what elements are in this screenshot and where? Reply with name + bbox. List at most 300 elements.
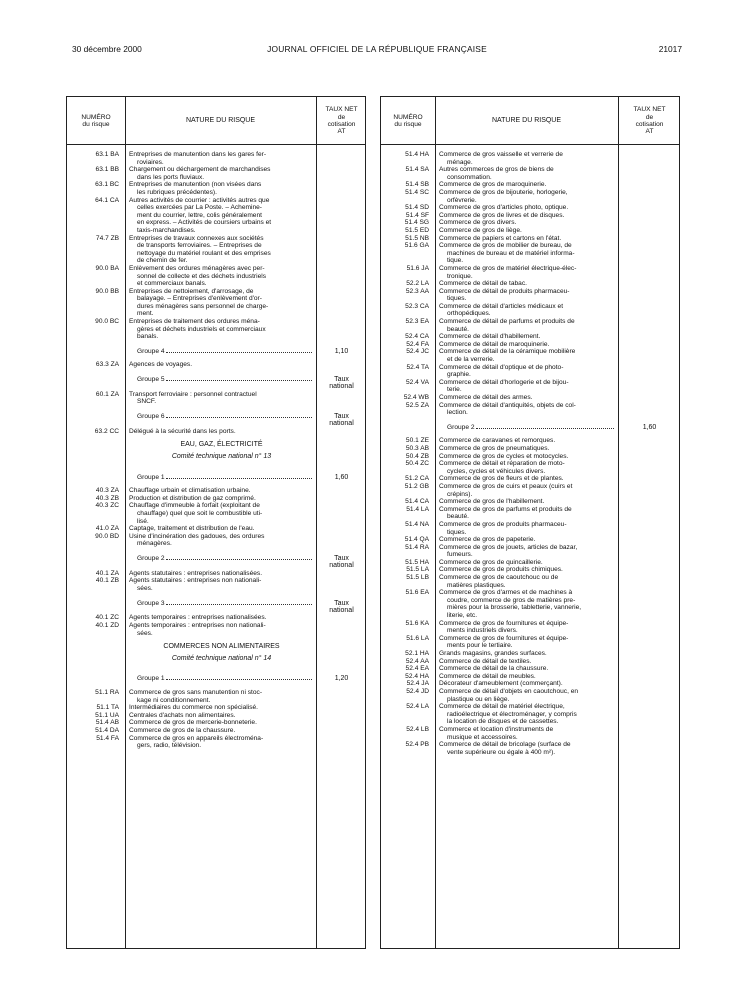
description-line: Commerce de gros de fournitures et équipe- (439, 634, 569, 642)
description-line: gères et déchets industriels et commerciaux (137, 325, 266, 333)
risk-description (125, 428, 316, 436)
rate-cell (316, 341, 367, 362)
rate-cell (618, 333, 681, 341)
risk-code: 51.4 AB (95, 719, 119, 727)
table-row (381, 589, 679, 619)
table-row (381, 559, 679, 567)
description-line: de chemin de fer. (137, 257, 188, 265)
risk-code: 40.1 ZB (95, 577, 119, 585)
risk-code: 52.4 LB (406, 725, 429, 733)
risk-code: 52.1 HA (405, 650, 429, 657)
risk-code: 51.6 KA (405, 619, 429, 627)
risk-description (125, 577, 316, 592)
risk-code: 52.4 VA (406, 378, 429, 386)
group-label: Groupe 6 (137, 413, 165, 421)
table-row (381, 394, 679, 402)
rate-cell (618, 445, 681, 453)
description-line: Enlèvement des ordures ménagères avec per- (129, 264, 265, 272)
description-line: coudre, commerce de gros de matières pre- (447, 596, 576, 604)
description-line: Commerce de gros de maroquinerie. (439, 181, 547, 189)
table-row (381, 437, 679, 445)
description-line: sées. (137, 584, 153, 592)
risk-description (435, 364, 618, 379)
table-row (67, 704, 365, 712)
risk-code: 51.5 LB (406, 574, 429, 582)
risk-description (435, 650, 618, 658)
description-line: Commerce de détail de produits pharmaceu- (439, 287, 570, 295)
risk-code: 50.3 AB (405, 444, 429, 452)
description-line: Production et distribution de gaz comprimé. (129, 494, 256, 502)
table-row (67, 166, 365, 181)
table-row (381, 460, 679, 475)
risk-code: 51.4 SB (405, 181, 429, 189)
risk-code (67, 406, 125, 428)
section-heading (67, 435, 365, 449)
rate-cell (618, 364, 681, 379)
dot-leader (166, 417, 313, 418)
description-line: plastique ou en liège. (447, 695, 510, 703)
table-row (381, 166, 679, 181)
description-line: Chauffage urbain et climatisation urbaine. (129, 487, 251, 495)
description-line: Commerce de détail et réparation de moto- (439, 460, 565, 468)
rate-cell (316, 719, 367, 727)
description-line: Commerce de détail d'articles médicaux et (439, 302, 564, 310)
description-line: tiques. (447, 295, 467, 303)
risk-description (435, 303, 618, 318)
description-line: kage ni conditionnement. (137, 696, 211, 704)
header-nature: NATURE DU RISQUE (491, 117, 562, 125)
risk-code: 51.4 QA (404, 536, 429, 544)
description-line: Commerce de détail de la chaussure. (439, 665, 549, 673)
description-line: Commerce de gros de produits chimiques. (439, 566, 563, 574)
description-line: lisé. (137, 517, 149, 525)
risk-description (125, 495, 316, 503)
risk-description (435, 589, 618, 619)
risk-description (435, 673, 618, 681)
risk-description (435, 437, 618, 445)
rate-cell (618, 460, 681, 475)
risk-code: 41.0 ZA (95, 525, 119, 533)
risk-description (435, 506, 618, 521)
description-line: Commerce de papiers et cartons en l'état. (439, 234, 562, 242)
risk-description (435, 204, 618, 212)
description-line: Commerce de détail des armes. (439, 394, 533, 401)
dot-leader (166, 679, 313, 680)
risk-description (435, 544, 618, 559)
risk-code: 63.1 BC (95, 181, 119, 189)
risk-description (125, 712, 316, 720)
table-row (67, 361, 365, 369)
table-row (381, 364, 679, 379)
table-row (67, 235, 365, 265)
committee-title: Comité technique national n° 13 (171, 453, 272, 461)
group-rate: Taux (334, 599, 349, 607)
rate-cell (618, 506, 681, 521)
table-row (381, 688, 679, 703)
table-row (67, 487, 365, 495)
risk-description (125, 668, 316, 689)
description-line: Commerce de gros de fleurs et de plantes. (439, 475, 564, 483)
risk-code (381, 417, 435, 438)
risk-code: 40.3 ZA (95, 487, 119, 495)
description-line: Chargement ou déchargement de marchandises (129, 166, 271, 174)
group-rate: 1,10 (334, 347, 349, 355)
rate-cell (316, 525, 367, 533)
rate-cell (618, 288, 681, 303)
risk-code (67, 593, 125, 615)
risk-code: 50.1 ZE (405, 437, 429, 445)
description-line: ménagères. (137, 540, 172, 548)
description-line: et de la verrerie. (447, 356, 495, 364)
description-line: Agences de voyages. (129, 361, 193, 369)
rate-cell (618, 498, 681, 506)
committee-heading (67, 449, 365, 467)
rate-cell (618, 417, 681, 438)
description-line: consommation. (447, 173, 492, 181)
risk-description (435, 536, 618, 544)
rate-cell (618, 589, 681, 619)
table-row (381, 348, 679, 363)
risk-code: 90.0 BA (95, 264, 119, 272)
description-line: Agents statutaires : entreprises non nationali- (129, 577, 262, 585)
table-row (67, 735, 365, 750)
rate-cell (618, 341, 681, 349)
description-line: Usine d'incinération des gadoues, des ordures (129, 532, 265, 540)
rate-cell (316, 689, 367, 704)
risk-description (435, 189, 618, 204)
group-rate: 1,60 (642, 423, 657, 431)
table-row (67, 719, 365, 727)
description-line: Commerce de gros sans manutention ni stoc- (129, 688, 263, 696)
risk-code: 52.3 CA (405, 302, 429, 310)
table-row (381, 181, 679, 189)
table-row (381, 235, 679, 243)
risk-description (125, 197, 316, 235)
risk-description (435, 498, 618, 506)
description-line: cycles, cycles et véhicules divers. (447, 467, 546, 475)
risk-description (125, 622, 316, 637)
table-row (67, 151, 365, 166)
rate-cell (316, 548, 367, 570)
section-heading (67, 637, 365, 651)
header-rate: TAUX NET de cotisation AT (325, 106, 358, 136)
issue-date: 30 décembre 2000 (72, 44, 142, 54)
description-line: Autres commerces de gros de biens de (439, 166, 554, 174)
rate-cell (316, 449, 367, 467)
table-row (381, 536, 679, 544)
rate-cell (618, 703, 681, 726)
description-line: Entreprises de manutention (non visées dans (129, 181, 262, 189)
description-line: Agents statutaires : entreprises nationalisées. (129, 569, 263, 577)
group-rate: 1,60 (334, 473, 349, 481)
risk-description (435, 521, 618, 536)
risk-description (435, 212, 618, 220)
rate-cell (618, 453, 681, 461)
description-line: terie. (447, 386, 462, 394)
table-row (381, 204, 679, 212)
risk-code: 52.4 FA (406, 340, 429, 348)
risk-description (125, 533, 316, 548)
rate-cell (316, 637, 367, 651)
risk-description (435, 265, 618, 280)
header-nature: NATURE DU RISQUE (185, 117, 256, 125)
description-line: Commerce de gros de l'habillement. (439, 498, 545, 506)
rate-cell (618, 303, 681, 318)
risk-description (435, 680, 618, 688)
risk-code: 51.5 ED (405, 226, 429, 234)
risk-code: 52.4 WB (403, 394, 429, 401)
dot-leader (476, 428, 615, 429)
table-row (381, 650, 679, 658)
rate-cell (618, 242, 681, 265)
table-header (67, 97, 365, 145)
group-rate: Taux (334, 376, 349, 384)
risk-description (435, 227, 618, 235)
rate-cell (316, 288, 367, 318)
group-rate: national (329, 383, 354, 391)
rate-cell (618, 437, 681, 445)
risk-description (125, 449, 316, 467)
description-line: banals. (137, 333, 159, 341)
description-line: Commerce de gros de la chaussure. (129, 726, 236, 734)
description-line: tique. (447, 257, 464, 265)
description-line: literie, etc. (447, 612, 478, 620)
table-row (381, 280, 679, 288)
rate-cell (316, 361, 367, 369)
risk-code: 52.4 EA (405, 665, 429, 673)
risk-description (125, 265, 316, 288)
risk-description (435, 635, 618, 650)
risk-code: 51.4 SF (405, 211, 429, 219)
description-line: Commerce de détail de maroquinerie. (439, 340, 550, 348)
rate-cell (618, 650, 681, 658)
description-line: Agents temporaires : entreprises non nationali- (129, 621, 266, 629)
risk-code: 52.3 EA (405, 318, 429, 326)
risk-description (435, 394, 618, 402)
page-header (72, 44, 682, 56)
table-row (381, 379, 679, 394)
risk-description (435, 417, 618, 438)
table-row (67, 391, 365, 406)
table-row (381, 242, 679, 265)
table-row (67, 502, 365, 525)
rate-cell (618, 475, 681, 483)
page-number: 21017 (658, 44, 682, 54)
risk-description (125, 181, 316, 196)
description-line: Commerce de gros de parfums et produits de (439, 505, 572, 513)
risk-code: 52.4 CA (405, 333, 429, 341)
description-line: Commerce de détail de matériel électrique, (439, 703, 565, 711)
group-row (67, 369, 365, 391)
risk-description (435, 235, 618, 243)
description-line: Commerce de gros de fournitures et équipe- (439, 619, 569, 627)
description-line: Intermédiaires du commerce non spécialisé. (129, 704, 259, 712)
table-row (67, 577, 365, 592)
risk-code: 52.3 AA (405, 287, 429, 295)
description-line: Entreprises de traitement des ordures ména- (129, 318, 260, 326)
risk-code (67, 637, 125, 651)
risk-code: 51.6 EA (405, 589, 429, 597)
risk-description (435, 166, 618, 181)
rate-cell (316, 197, 367, 235)
description-line: Commerce de gros de liège. (439, 226, 522, 234)
risk-code: 52.4 JA (406, 680, 429, 688)
risk-code: 40.1 ZD (95, 621, 119, 629)
risk-code: 52.4 TA (406, 363, 429, 371)
rate-cell (618, 204, 681, 212)
risk-code: 90.0 BC (95, 318, 119, 326)
description-line: Captage, traitement et distribution de l'eau. (129, 525, 255, 533)
risk-code: 51.5 NB (405, 234, 429, 242)
description-line: Commerce de détail d'habillement. (439, 333, 541, 341)
table-row (67, 265, 365, 288)
table-row (381, 635, 679, 650)
group-row (67, 406, 365, 428)
description-line: Commerce de gros de mobilier de bureau, de (439, 242, 572, 250)
rate-cell (618, 181, 681, 189)
rate-cell (618, 741, 681, 756)
risk-table-left (66, 96, 366, 949)
risk-code: 52.4 PB (405, 741, 429, 749)
table-row (381, 673, 679, 681)
risk-description (435, 460, 618, 475)
description-line: Transport ferroviaire : personnel contractuel (129, 390, 257, 398)
group-rate: national (329, 420, 354, 428)
description-line: dans les ports fluviaux. (137, 173, 205, 181)
table-row (67, 533, 365, 548)
table-body (67, 151, 365, 750)
rate-cell (316, 487, 367, 495)
table-row (381, 333, 679, 341)
rate-cell (618, 620, 681, 635)
risk-description (125, 689, 316, 704)
dot-leader (166, 352, 313, 353)
table-row (381, 658, 679, 666)
table-row (67, 181, 365, 196)
description-line: Commerce de gros de produits pharmaceu- (439, 520, 567, 528)
description-line: Commerce et location d'instruments de (439, 725, 554, 733)
description-line: balayage. – Entreprises d'enlèvement d'or- (137, 295, 262, 303)
risk-code: 63.3 ZA (95, 361, 119, 369)
description-line: orthopédiques. (447, 310, 491, 318)
description-line: Commerce de détail d'antiquités, objets de col- (439, 401, 576, 409)
description-line: ménage. (447, 158, 473, 166)
description-line: la location de disques et de cassettes. (447, 718, 559, 726)
group-rate: national (329, 562, 354, 570)
risk-description (435, 620, 618, 635)
group-rate: Taux (334, 413, 349, 421)
description-line: vente supérieure ou égale à 400 m²). (447, 748, 556, 756)
table-row (381, 498, 679, 506)
rate-cell (618, 521, 681, 536)
description-line: Commerce de détail de meubles. (439, 672, 536, 680)
rate-cell (618, 673, 681, 681)
risk-description (435, 665, 618, 673)
description-line: Commerce de détail de tabac. (439, 280, 527, 288)
group-label: Groupe 2 (447, 423, 475, 431)
group-rate: 1,20 (334, 675, 349, 683)
risk-description (125, 406, 316, 428)
description-line: ment du courrier, lettre, colis généralement (137, 211, 262, 219)
risk-description (435, 402, 618, 417)
risk-description (435, 726, 618, 741)
rate-cell (618, 688, 681, 703)
risk-description (125, 637, 316, 651)
risk-code: 40.3 ZB (95, 494, 119, 502)
group-label: Groupe 5 (137, 376, 165, 384)
group-rate: national (329, 606, 354, 614)
rate-cell (618, 280, 681, 288)
description-line: Commerce de gros de caoutchouc ou de (439, 574, 559, 582)
table-row (381, 521, 679, 536)
risk-code: 51.4 CA (405, 498, 429, 506)
risk-description (435, 151, 618, 166)
description-line: Commerce de gros vaisselle et verrerie de (439, 151, 563, 158)
table-row (67, 428, 365, 436)
risk-code (67, 467, 125, 488)
risk-description (435, 181, 618, 189)
description-line: beauté. (447, 325, 469, 333)
risk-code: 52.5 ZA (405, 401, 429, 409)
committee-title: Comité technique national n° 14 (171, 654, 272, 662)
risk-description (125, 288, 316, 318)
description-line: Commerce de détail de bricolage (surface de (439, 741, 571, 749)
risk-code: 63.1 BB (95, 166, 119, 174)
risk-code: 51.4 FA (96, 734, 119, 742)
risk-code: 52.4 AA (405, 657, 429, 665)
group-row (67, 341, 365, 362)
rate-cell (316, 651, 367, 669)
risk-description (125, 735, 316, 750)
risk-description (125, 502, 316, 525)
rate-cell (316, 593, 367, 615)
risk-description (435, 379, 618, 394)
risk-code: 52.4 JC (406, 348, 429, 356)
risk-description (125, 525, 316, 533)
rate-cell (618, 189, 681, 204)
description-line: Commerce de détail de la céramique mobilière (439, 348, 576, 356)
rate-cell (618, 658, 681, 666)
risk-code: 90.0 BB (95, 287, 119, 295)
description-line: fumeurs. (447, 551, 473, 559)
risk-description (125, 593, 316, 615)
rate-cell (316, 735, 367, 750)
description-line: dures ménagères sans personnel de charge- (137, 302, 269, 310)
risk-code: 51.5 HA (405, 558, 429, 566)
group-row (67, 668, 365, 689)
table-row (381, 212, 679, 220)
rate-cell (618, 726, 681, 741)
rate-cell (316, 614, 367, 622)
group-label: Groupe 1 (137, 473, 165, 481)
risk-code: 52.2 LA (406, 280, 429, 288)
risk-table-right (380, 96, 680, 949)
risk-description (435, 280, 618, 288)
risk-code: 51.1 UA (95, 711, 119, 719)
rate-cell (618, 265, 681, 280)
description-line: Commerce de gros de cycles et motocycles. (439, 452, 569, 460)
dot-leader (166, 604, 313, 605)
table-row (381, 341, 679, 349)
rate-cell (618, 559, 681, 567)
rate-cell (618, 166, 681, 181)
rate-cell (618, 394, 681, 402)
rate-cell (316, 712, 367, 720)
rate-cell (618, 635, 681, 650)
description-line: Commerce de gros de pneumatiques. (439, 444, 550, 452)
description-line: tronique. (447, 272, 473, 280)
risk-description (125, 614, 316, 622)
